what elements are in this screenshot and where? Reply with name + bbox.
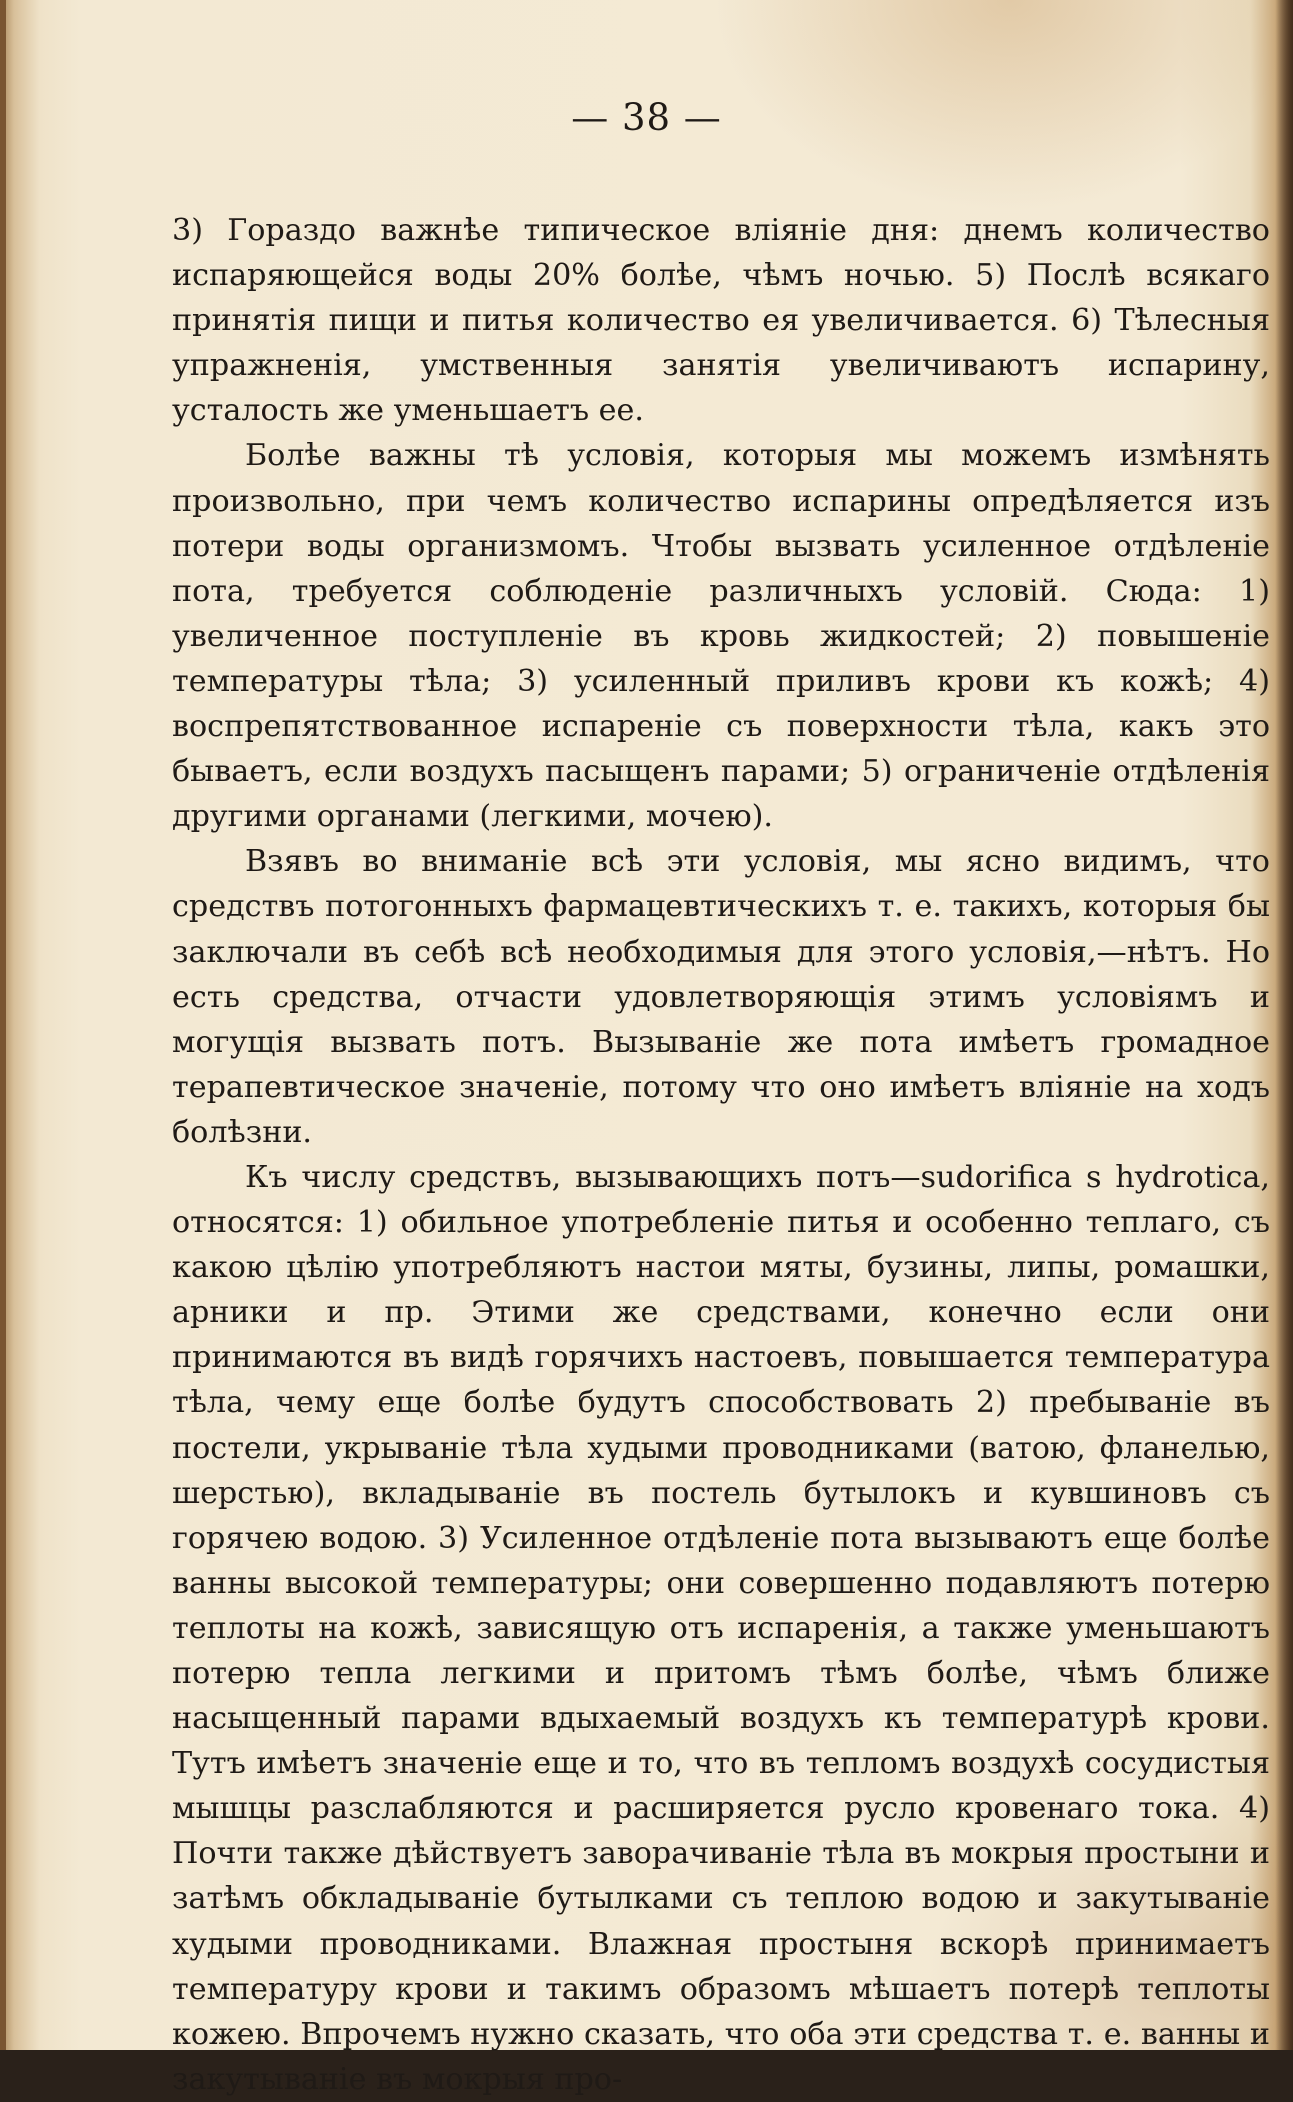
page-number: — 38 — bbox=[571, 96, 722, 139]
paragraph-4: Къ числу средствъ, вызывающихъ потъ—sudorifica s hydrotica, относятся: 1) обильное употребленіе питья и особенно теплаго, съ какою цѣлію употребляютъ настои мяты, бузины, липы, ромашки, арники и пр. Этими же средствами, конечно если они принимаются въ видѣ горячихъ настоевъ, повышается температура тѣла, чему еще болѣе будутъ способствовать 2) пребываніе въ постели, укрываніе тѣла худыми проводниками (ватою, фланелью, шерстью), вкладываніе въ постель бутылокъ и кувшиновъ съ горячею водою. 3) Усиленное отдѣленіе пота вызываютъ еще болѣе ванны высокой температуры; они совершенно подавляютъ потерю теплоты на кожѣ, зависящую отъ испаренія, а также уменьшаютъ потерю тепла легкими и притомъ тѣмъ болѣе, чѣмъ ближе насыщенный парами вдыхаемый воздухъ къ температурѣ крови. Тутъ имѣетъ значеніе еще и то, что въ тепломъ воздухѣ сосудистыя мышцы разслабляются и расширяется русло кровенаго тока. 4) Почти также дѣйствуетъ заворачиваніе тѣла въ мокрыя простыни и затѣмъ обкладываніе бутылками съ теплою водою и закутываніе худыми проводниками. Влажная простыня вскорѣ принимаетъ температуру крови и такимъ образомъ мѣшаетъ потерѣ теплоты кожею. Впрочемъ нужно сказать, что оба эти средства т. е. ванны и закутываніе въ мокрыя про- bbox=[172, 1159, 1270, 2097]
paragraph-3: Взявъ во вниманіе всѣ эти условія, мы ясно видимъ, что средствъ потогонныхъ фармацевтическихъ т. е. такихъ, которыя бы заключали въ себѣ всѣ необходимыя для этого условія,—нѣтъ. Но есть средства, отчасти удовлетворяющія этимъ условіямъ и могущія вызвать потъ. Вызываніе же пота имѣетъ громадное терапевтическое значеніе, потому что оно имѣетъ вліяніе на ходъ болѣзни. bbox=[172, 844, 1270, 1150]
page-right-edge-shadow bbox=[1275, 0, 1293, 2050]
body-text bbox=[172, 208, 1270, 2102]
paragraph-2: Болѣе важны тѣ условія, которыя мы можемъ измѣнять произвольно, при чемъ количество испарины опредѣляется изъ потери воды организмомъ. Чтобы вызвать усиленное отдѣленіе пота, требуется соблюденіе различныхъ условій. Сюда: 1) увеличенное поступленіе въ кровь жидкостей; 2) повышеніе температуры тѣла; 3) усиленный приливъ крови къ кожѣ; 4) воспрепятствованное испареніе съ поверхности тѣла, какъ это бываетъ, если воздухъ пасыщенъ парами; 5) ограниченіе отдѣленія другими органами (легкими, мочею). bbox=[172, 438, 1270, 835]
paragraph-1: 3) Гораздо важнѣе типическое вліяніе дня: днемъ количество испаряющейся воды 20% болѣе, чѣмъ ночью. 5) Послѣ всякаго принятія пищи и питья количество ея увеличивается. 6) Тѣлесныя упражненія, умственныя занятія увеличиваютъ испарину, усталость же уменьшаетъ ее. bbox=[172, 213, 1270, 429]
book-spine-edge bbox=[0, 0, 6, 2050]
